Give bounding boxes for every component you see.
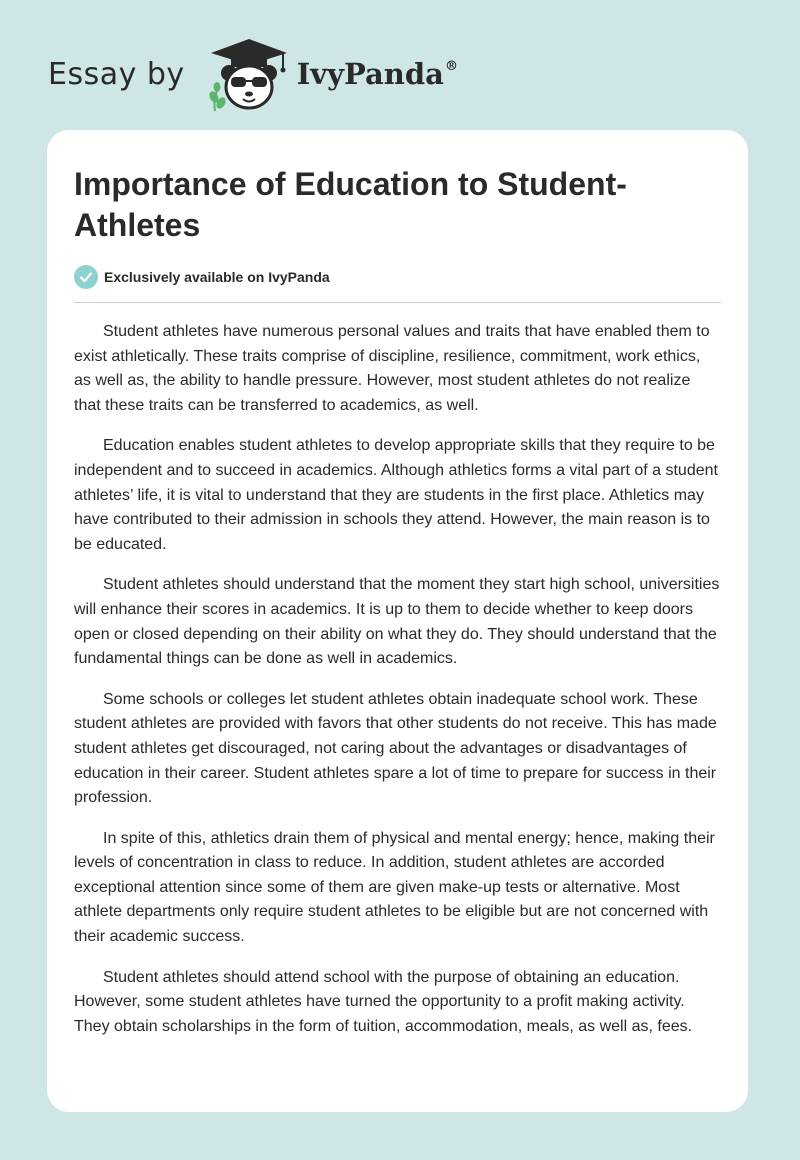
brand-text: IvyPanda bbox=[296, 57, 444, 91]
essay-by-label: Essay by bbox=[48, 56, 185, 92]
ivypanda-logo-icon bbox=[203, 35, 295, 113]
registered-mark: ® bbox=[444, 59, 458, 74]
paragraph: Student athletes have numerous personal values and traits that have enabled them to exist athletically. These traits comprise of discipline, resilience, commitment, work ethics, as well as, the ability to handle pressure. However, most student athletes do not realize that these traits can be transferred to academics, as well. bbox=[74, 323, 710, 414]
badge-text: Exclusively available on IvyPanda bbox=[104, 269, 330, 285]
essay-card bbox=[47, 130, 748, 1112]
paragraph: Student athletes should understand that the moment they start high school, universities will enhance their scores in academics. It is up to them to decide whether to keep doors open or closed depending on their ability on what they do. They should understand that the fundamental things can be done as well in academics. bbox=[74, 576, 720, 668]
ivypanda-logo[interactable] bbox=[203, 35, 458, 113]
essay-title: Importance of Education to Student-Athletes bbox=[74, 166, 627, 243]
brand-name bbox=[297, 57, 458, 91]
essay-body bbox=[74, 320, 721, 1039]
site-header bbox=[48, 34, 458, 114]
check-icon bbox=[74, 265, 98, 289]
paragraph: Education enables student athletes to develop appropriate skills that they require to be independent and to succeed in academics. Although athletics forms a vital part of a student athletes’ life, it is vital to understand that they are students in the first place. Athletics may have contributed to their admission in schools they attend. However, the main reason is to be educated. bbox=[74, 437, 718, 553]
paragraph: In spite of this, athletics drain them of physical and mental energy; hence, making their levels of concentration in class to reduce. In addition, student athletes are accorded exceptional attention since some of them are given make-up tests or alternative. Most athlete departments only require student athletes to be eligible but are not concerned with their academic success. bbox=[74, 829, 715, 946]
paragraph: Some schools or colleges let student athletes obtain inadequate school work. These student athletes are provided with favors that other students do not receive. This has made student athletes get discouraged, not caring about the advantages or disadvantages of education in their career. Student athletes spare a lot of time to prepare for success in their profession. bbox=[74, 690, 717, 807]
exclusive-badge bbox=[74, 265, 721, 303]
paragraph: Student athletes should attend school with the purpose of obtaining an education. However, some student athletes have turned the opportunity to a profit making activity. They obtain scholarships in the form of tuition, accommodation, meals, as well as, fees. bbox=[74, 968, 693, 1035]
